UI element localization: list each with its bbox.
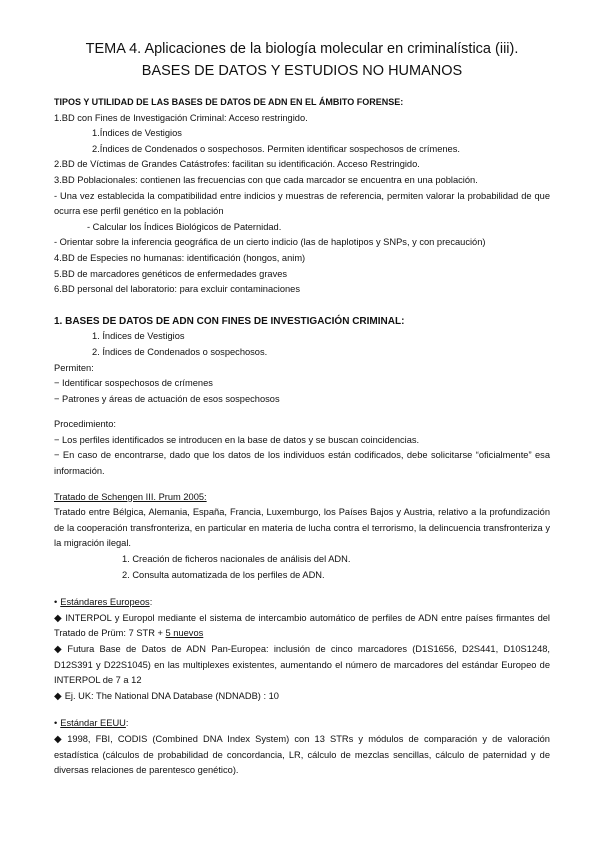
bullet-icon: • <box>54 718 58 729</box>
page-subtitle: BASES DE DATOS Y ESTUDIOS NO HUMANOS <box>141 63 463 79</box>
permiten-item-2: − Patrones y áreas de actuación de esos sospechosos <box>54 393 280 404</box>
types-line-3-detail: - Una vez establecida la compatibilidad entre indicios y muestras de referencia, permiten valorar la probabilidad de que ocurra ese perfil genético en la población <box>54 190 550 217</box>
diamond-icon: ◆ <box>54 690 62 702</box>
bullet-icon: • <box>54 597 58 608</box>
treaty-item-2: 2. Consulta automatizada de los perfiles de ADN. <box>122 569 325 580</box>
europe-item-1-underlined: 5 nuevos <box>165 628 204 639</box>
usa-item-1-text: 1998, FBI, CODIS (Combined DNA Index System) con 13 STRs y módulos de comparación y de valoración estadística (cálculos de probabilidad de concordancia, LR, cálculo de mezclas sencillas, cálculo de paternidad y de diversas relaciones de parentesco genético). <box>54 733 550 776</box>
treaty-title: Tratado de Schengen III. Prum 2005: <box>54 491 207 502</box>
types-line-5: 5.BD de marcadores genéticos de enfermedades graves <box>54 268 288 279</box>
europe-item-2-text: Futura Base de Datos de ADN Pan-Europea: inclusión de cinco marcadores (D1S1656, D2S441, D10S1248, D12S391 y D22S1045) en las multiplexes existentes, aumentando el número de marcadores del estándar Europeo de INTERPOL de 7 a 12 <box>54 644 550 686</box>
europe-item-3 <box>54 689 550 705</box>
europe-title-colon: : <box>149 597 153 608</box>
types-line-6: 6.BD personal del laboratorio: para excluir contaminaciones <box>54 284 300 295</box>
usa-item-1 <box>54 732 550 779</box>
types-line-3-paternity: - Calcular los Índices Biológicos de Paternidad. <box>87 221 282 232</box>
diamond-icon: ◆ <box>54 644 65 655</box>
usa-title-line <box>54 716 550 732</box>
procedimiento-item-1: − Los perfiles identificados se introducen en la base de datos y se buscan coincidencias. <box>54 434 420 445</box>
europe-item-3-text: Ej. UK: The National DNA Database (NDNADB) : 10 <box>64 690 279 701</box>
section-heading-criminal: 1. BASES DE DATOS DE ADN CON FINES DE INVESTIGACIÓN CRIMINAL: <box>54 315 405 327</box>
types-line-2: 2.BD de Víctimas de Grandes Catástrofes: facilitan su identificación. Acceso Restringido. <box>54 159 420 170</box>
criminal-index-1: 1. Índices de Vestigios <box>92 331 185 342</box>
diamond-icon: ◆ <box>54 733 65 745</box>
criminal-index-2: 2. Índices de Condenados o sospechosos. <box>92 346 268 357</box>
europe-title-line <box>54 595 550 611</box>
page-title: TEMA 4. Aplicaciones de la biología molecular en criminalística (iii). <box>85 41 519 57</box>
section-heading-types: TIPOS Y UTILIDAD DE LAS BASES DE DATOS DE ADN EN EL ÁMBITO FORENSE: <box>54 97 404 107</box>
types-line-1-sub-1: 1.Índices de Vestigios <box>92 128 182 139</box>
usa-title-colon: : <box>125 718 129 729</box>
types-line-1-sub-2: 2.Índices de Condenados o sospechosos. Permiten identificar sospechosos de crímenes. <box>92 143 460 154</box>
europe-item-1 <box>54 611 550 642</box>
treaty-item-1: 1. Creación de ficheros nacionales de análisis del ADN. <box>122 554 351 565</box>
types-line-4: 4.BD de Especies no humanas: identificación (hongos, anim) <box>54 252 306 263</box>
treaty-text: Tratado entre Bélgica, Alemania, España, Francia, Luxemburgo, los Países Bajos y Austria, relativo a la profundización de la cooperación transfronteriza, en particular en materia de lucha contra el terrorismo, la delincuencia transfronteriza y la migración ilegal. <box>54 507 550 549</box>
europe-item-2 <box>54 642 550 689</box>
procedimiento-item-2: − En caso de encontrarse, dado que los datos de los individuos están codificados, debe solicitarse “oficialmente” esa información. <box>54 450 550 477</box>
diamond-icon: ◆ <box>54 612 63 624</box>
permiten-item-1: − Identificar sospechosos de crímenes <box>54 378 213 389</box>
procedimiento-label: Procedimiento: <box>54 419 117 430</box>
permiten-label: Permiten: <box>54 362 94 373</box>
usa-title: Estándar EEUU <box>60 718 126 729</box>
types-line-3: 3.BD Poblacionales: contienen las frecuencias con que cada marcador se encuentra en una población. <box>54 174 478 185</box>
types-line-1: 1.BD con Fines de Investigación Criminal: Acceso restringido. <box>54 112 308 123</box>
europe-title: Estándares Europeos <box>60 597 150 608</box>
europe-item-1-text: INTERPOL y Europol mediante el sistema de intercambio automático de perfiles de ADN entre países firmantes del Tratado de Prüm: 7 STR + <box>54 612 550 639</box>
types-line-3-geographic: - Orientar sobre la inferencia geográfica de un cierto indicio (las de haplotipos y SNPs, y con precaución) <box>54 237 486 248</box>
